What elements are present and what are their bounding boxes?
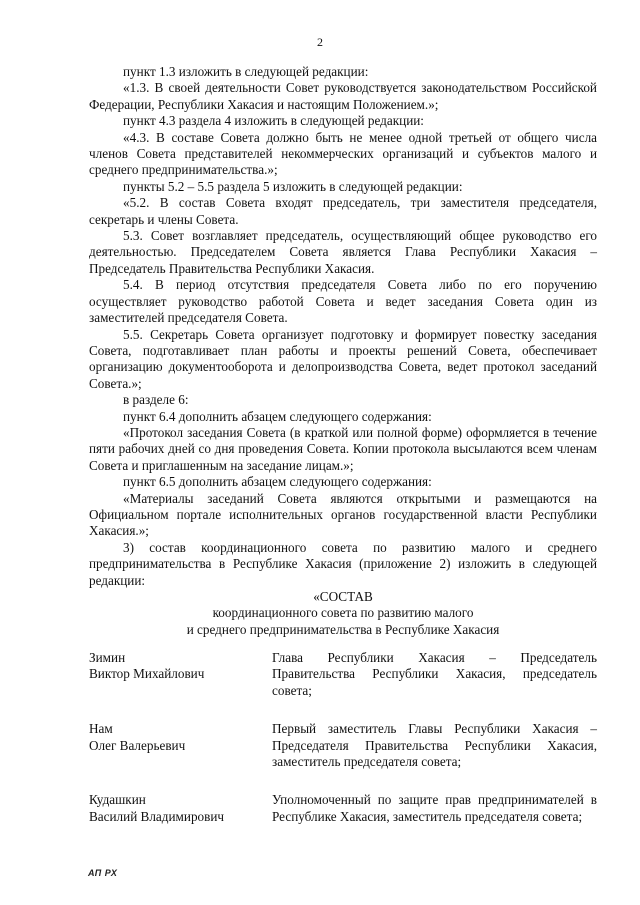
member-name xyxy=(89,650,259,699)
footer-mark: АП РХ xyxy=(88,868,118,878)
member-row xyxy=(89,650,597,699)
member-name xyxy=(89,792,259,825)
paragraph: пункт 6.4 дополнить абзацем следующего содержания: xyxy=(123,408,432,424)
member-surname: Нам xyxy=(89,721,113,737)
paragraph: «1.3. В своей деятельности Совет руководствуется законодательством Российской Федерации, Республики Хакасия и настоящим Положением.»; xyxy=(89,80,597,112)
page-number: 2 xyxy=(317,35,323,49)
document-body xyxy=(89,64,597,638)
member-given-names: Олег Валерьевич xyxy=(89,737,186,753)
member-surname: Зимин xyxy=(89,650,126,665)
paragraph: пункт 6.5 дополнить абзацем следующего содержания: xyxy=(123,474,432,490)
paragraph: 5.3. Совет возглавляет председатель, осуществляющий общее руководство его деятельностью. Председателем Совета является Глава Республики Хакасия – Председатель Правительства Республики Хакасия. xyxy=(89,228,597,276)
composition-title xyxy=(89,589,597,638)
paragraph: пункт 4.3 раздела 4 изложить в следующей редакции: xyxy=(123,113,424,129)
member-given-names: Василий Владимирович xyxy=(89,808,225,824)
paragraph: пункт 1.3 изложить в следующей редакции: xyxy=(123,64,369,79)
paragraph: пункты 5.2 – 5.5 раздела 5 изложить в следующей редакции: xyxy=(123,178,463,194)
member-row xyxy=(89,792,597,825)
paragraph: 5.5. Секретарь Совета организует подготовку и формирует повестку заседания Совета, подготавливает план работы и проекты решений Совета, обеспечивает организацию документооборота и делопроизводства Совета, ведет протокол заседаний Совета.»; xyxy=(89,326,597,391)
paragraph: 5.4. В период отсутствия председателя Совета либо по его поручению осуществляет руководство работой Совета и ведет заседания Совета один из заместителей председателя Совета. xyxy=(89,277,597,326)
paragraph: «5.2. В состав Совета входят председатель, три заместителя председателя, секретарь и члены Совета. xyxy=(89,195,597,227)
member-name xyxy=(89,721,259,770)
title-line: координационного совета по развитию малого xyxy=(212,605,474,621)
members-list xyxy=(89,650,597,847)
member-role: Уполномоченный по защите прав предпринимателей в Республике Хакасия, заместитель председателя совета; xyxy=(272,792,597,824)
member-role: Глава Республики Хакасия – Председатель Правительства Республики Хакасия, председатель совета; xyxy=(272,650,597,698)
title-line: «СОСТАВ xyxy=(313,589,373,604)
member-role: Первый заместитель Главы Республики Хакасия – Председателя Правительства Республики Хакасия, заместитель председателя совета; xyxy=(272,721,597,770)
paragraph: «4.3. В составе Совета должно быть не менее одной третьей от общего числа членов Совета представителей некоммерческих организаций и субъектов малого и среднего предпринимательства.»; xyxy=(89,129,597,178)
paragraph: «Материалы заседаний Совета являются открытыми и размещаются на Официальном портале исполнительных органов государственной власти Республики Хакасия.»; xyxy=(89,490,597,539)
paragraph: в разделе 6: xyxy=(123,392,189,408)
member-given-names: Виктор Михайлович xyxy=(89,666,205,682)
paragraph: «Протокол заседания Совета (в краткой или полной форме) оформляется в течение пяти рабочих дней со дня проведения Совета. Копии протокола высылаются всем членам Совета и приглашенным на заседание лицам.»; xyxy=(89,424,597,473)
member-row xyxy=(89,721,597,770)
title-line: и среднего предпринимательства в Республике Хакасия xyxy=(186,621,500,637)
member-surname: Кудашкин xyxy=(89,792,146,808)
paragraph: 3) состав координационного совета по развитию малого и среднего предпринимательства в Республике Хакасия (приложение 2) изложить в следующей редакции: xyxy=(89,539,597,588)
